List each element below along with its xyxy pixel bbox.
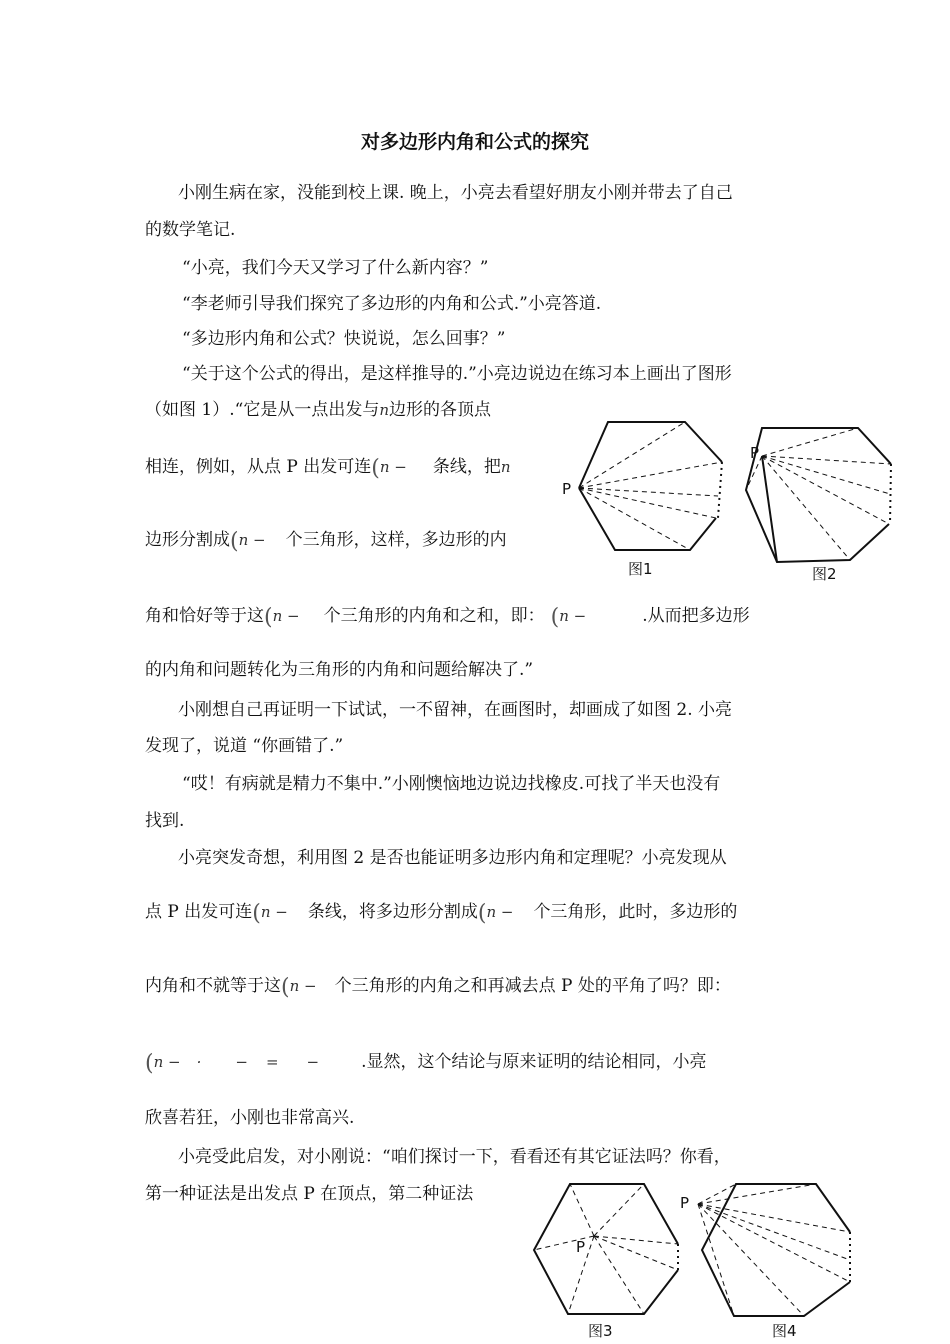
math-paren: (: [371, 456, 380, 481]
figure-caption: 图3: [588, 1322, 613, 1340]
text-segment: 个三角形，此时，多边形的: [533, 902, 738, 922]
dialogue-line: [145, 455, 511, 481]
math-paren: (: [145, 1051, 154, 1076]
paragraph-line: 第一种证法是出发点 P 在顶点，第二种证法: [145, 1184, 474, 1204]
point-label: P: [680, 1194, 690, 1212]
text-segment: 个三角形的内角和之和，即：: [323, 606, 545, 626]
math-expression: n −: [289, 977, 317, 995]
math-symbol: ·: [196, 1053, 202, 1071]
math-symbol: −: [306, 1053, 320, 1071]
math-symbol: =: [265, 1053, 279, 1071]
text-segment: 点 P 出发可连: [145, 902, 253, 922]
math-symbol: −: [235, 1053, 248, 1071]
figure-caption: 图1: [628, 560, 653, 578]
paragraph-line: 小刚想自己再证明一下试试，一不留神，在画图时，却画成了如图 2. 小亮: [178, 700, 733, 720]
figure-3: [530, 1180, 690, 1340]
paragraph-line: [145, 900, 737, 926]
math-paren: (: [477, 901, 487, 926]
dialogue-line: “关于这个公式的得出，是这样推导的.”小亮边说边在练习本上画出了图形: [182, 364, 732, 384]
text-segment: 个三角形，这样，多边形的内: [285, 530, 507, 550]
paragraph-line: 小刚生病在家，没能到校上课. 晚上，小亮去看望好朋友小刚并带去了自己: [178, 183, 733, 203]
figure-4-polygon: [680, 1180, 865, 1320]
dialogue-line: “多边形内角和公式？快说说，怎么回事？”: [182, 329, 506, 349]
dialogue-line: [145, 604, 750, 630]
figure-1: [560, 410, 735, 578]
paragraph-line: 找到.: [145, 811, 185, 831]
text-segment: 角和恰好等于这: [145, 606, 264, 626]
paragraph-line: 发现了，说道 “你画错了.”: [145, 736, 344, 756]
dialogue-line: [145, 398, 491, 422]
text-segment: 条线，把: [432, 457, 501, 477]
figure-caption: 图2: [812, 565, 837, 583]
math-expression: n −: [238, 531, 266, 549]
math-n: n: [500, 458, 511, 476]
dialogue-line: [145, 528, 507, 554]
text-segment: .显然，这个结论与原来证明的结论相同，小亮: [361, 1052, 707, 1072]
math-n: n: [379, 401, 389, 419]
text-segment: 个三角形的内角之和再减去点 P 处的平角了吗？即：: [334, 976, 731, 996]
text-segment: （如图 1）.“它是从一点出发与: [145, 400, 380, 420]
math-paren: (: [550, 605, 560, 630]
paragraph-line: 小亮突发奇想，利用图 2 是否也能证明多边形内角和定理呢？小亮发现从: [178, 848, 727, 868]
point-label: P: [576, 1238, 586, 1256]
math-expression: n −: [379, 458, 407, 476]
text-segment: 边形的各顶点: [389, 400, 491, 420]
math-expression: n −: [559, 607, 587, 625]
math-expression: n −: [153, 1053, 181, 1071]
text-segment: .从而把多边形: [642, 606, 750, 626]
text-segment: 相连，例如，从点 P 出发可连: [145, 457, 372, 477]
figure-1-polygon: [560, 410, 735, 560]
math-expression: n −: [272, 607, 300, 625]
math-paren: (: [281, 975, 290, 1000]
math-paren: (: [252, 901, 261, 926]
math-expression: n −: [260, 903, 288, 921]
text-segment: 内角和不就等于这: [145, 976, 281, 996]
paragraph-line: 的数学笔记.: [145, 220, 236, 240]
dialogue-line: “小亮，我们今天又学习了什么新内容？”: [182, 258, 489, 278]
text-segment: 边形分割成: [145, 530, 230, 550]
text-segment: 条线，将多边形分割成: [307, 902, 478, 922]
paragraph-line: “哎！有病就是精力不集中.”小刚懊恼地边说边找橡皮.可找了半天也没有: [182, 774, 721, 794]
paragraph-line: [145, 1050, 707, 1076]
figure-2-polygon: [740, 420, 900, 570]
figure-4: [680, 1180, 865, 1340]
dialogue-line: “李老师引导我们探究了多边形的内角和公式.”小亮答道.: [182, 294, 602, 314]
paragraph-line: [145, 974, 731, 1000]
page-title: 对多边形内角和公式的探究: [360, 131, 589, 153]
figure-2: [740, 420, 900, 583]
figure-caption: 图4: [772, 1322, 797, 1340]
math-paren: (: [264, 605, 273, 630]
paragraph-line: 小亮受此启发，对小刚说：“咱们探讨一下，看看还有其它证法吗？你看，: [178, 1147, 731, 1167]
point-label: P: [750, 444, 760, 462]
dialogue-line: 的内角和问题转化为三角形的内角和问题给解决了.”: [145, 660, 534, 680]
math-paren: (: [230, 529, 239, 554]
figure-3-polygon: [530, 1180, 690, 1320]
paragraph-line: 欣喜若狂，小刚也非常高兴.: [145, 1108, 355, 1128]
math-expression: n −: [486, 903, 514, 921]
point-label: P: [562, 480, 572, 498]
